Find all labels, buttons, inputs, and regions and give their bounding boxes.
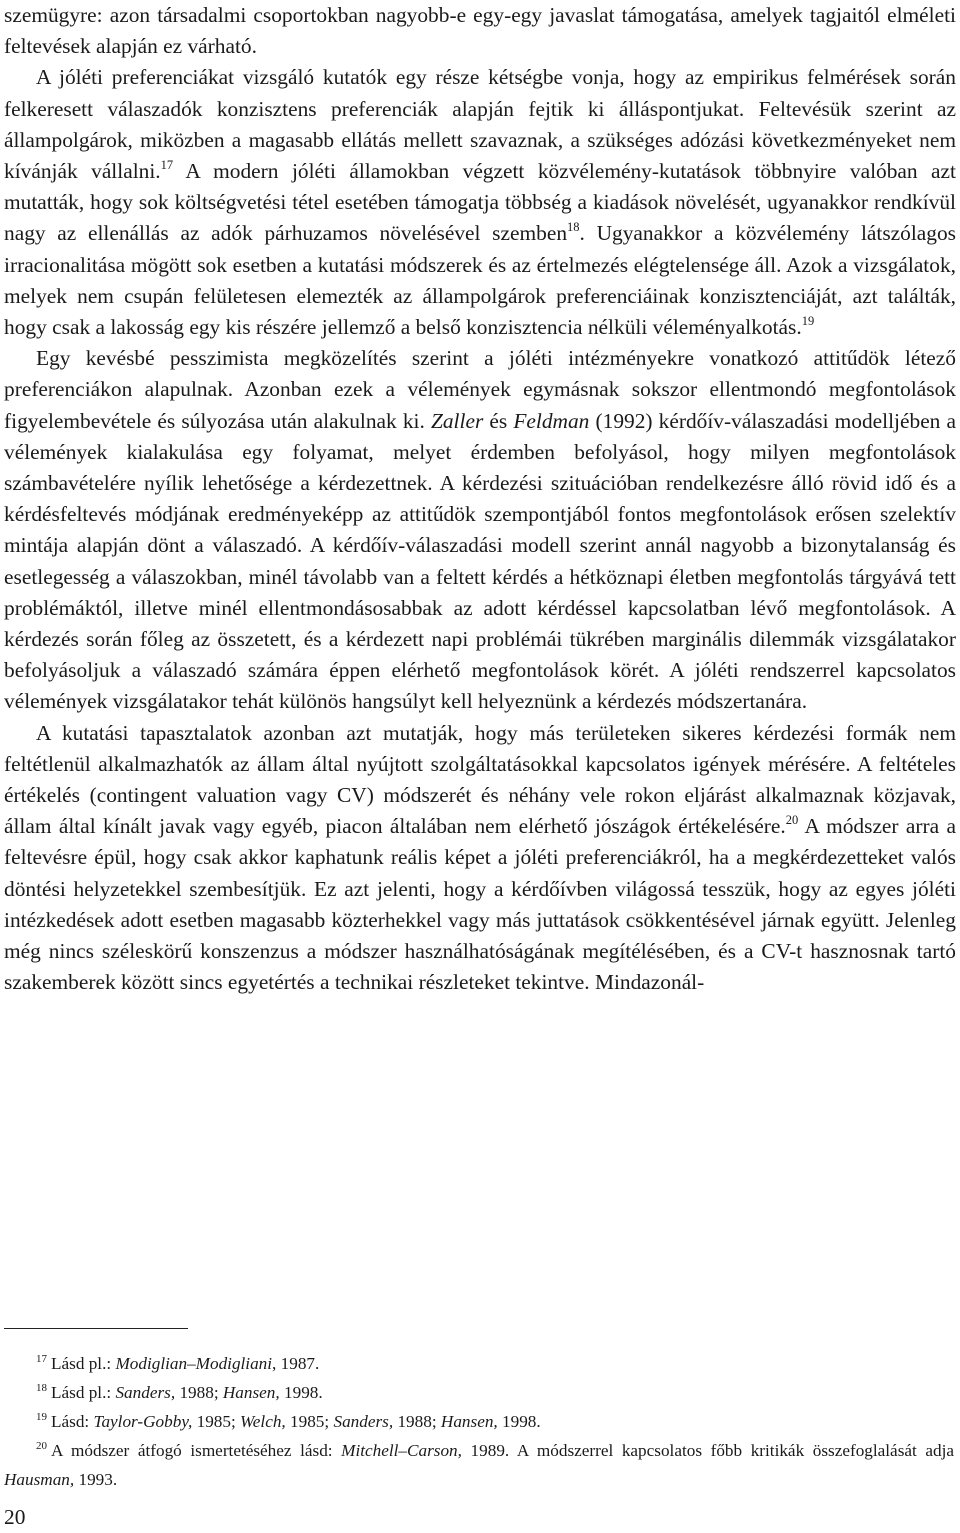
text-run: A modern jóléti államokban végzett közvélemény-kutatások többnyire valóban azt mutatták, hogy sok költségvetési tétel esetében támogatja többség a kiadások növelését, ugyanakkor rendkívül nagy az ellenállás az adók párhuzamos növelésével szemben (4, 159, 956, 246)
text-run: A jóléti preferenciákat vizsgáló kutatók egy része kétségbe vonja, hogy az empirikus felmérések során felkeresett válaszadók konzisztens preferenciák alapján fejtik ki álláspontjukat. Feltevésük szerint az állampolgárok, miközben a magasabb ellátás mellett szavaznak, a szükséges adózási következményeket nem kívánják vállalni. (4, 65, 956, 184)
italic-citation: Modiglian–Modigliani (115, 1354, 273, 1373)
footnote-number: 19 (36, 1411, 47, 1423)
text-run: Lásd: (51, 1412, 94, 1431)
paragraph (4, 62, 956, 343)
body-text (4, 0, 956, 999)
text-run: 1998. (279, 1383, 323, 1402)
footnote-reference: 19 (801, 314, 815, 329)
italic-citation: Taylor-Gobby, (93, 1412, 193, 1431)
text-run: 1993. (74, 1470, 118, 1489)
text-run: Egy kevésbé pesszimista megközelítés szerint a jóléti intézményekre vonatkozó attitűdök létező preferenciákon alapulnak. Azonban ezek a vélemények egymásnak sokszor ellentmondó megfontolások figyelembevétele és súlyozása után alakulnak ki. (4, 346, 956, 433)
footnote-reference: 20 (785, 813, 799, 828)
footnotes (4, 1349, 954, 1494)
text-run: Lásd pl.: (51, 1383, 116, 1402)
italic-citation: Hansen, (222, 1383, 280, 1402)
italic-citation: Welch, (240, 1412, 286, 1431)
text-run: 1988; (175, 1383, 223, 1402)
document-page (4, 0, 956, 999)
italic-citation: Hausman, (4, 1470, 75, 1489)
italic-citation: Zaller (430, 408, 484, 433)
paragraph (4, 343, 956, 717)
footnote-reference: 18 (567, 220, 580, 235)
text-run: 1989. A módszerrel kapcsolatos főbb kritikák összefoglalását adja (461, 1441, 954, 1460)
text-run: . Ugyanakkor a közvélemény látszólagos irracionalitása mögött sok esetben a kutatási módszerek és az értelmezés elégtelensége áll. Azok a vizsgálatok, melyek nem csupán felületesen elemezték az állampolgárok preferenciáinak konzisztenciáját, azt találták, hogy csak a lakosság egy kis részére jellemző a belső konzisztencia nélküli véleményalkotás. (4, 221, 956, 340)
text-run: 1985; (192, 1412, 241, 1431)
footnote-separator (4, 1328, 188, 1329)
italic-citation: Sanders, (115, 1383, 176, 1402)
text-run: A módszer arra a feltevésre épül, hogy csak akkor kaphatunk reális képet a jóléti preferenciákról, ha a megkérdezetteket valós döntési helyzetekkel szembesítjük. Ez azt jelenti, hogy a kérdőívben világossá tesszük, hogy az egyes jóléti intézkedések adott esetben magasabb közterhekkel vagy más juttatások csökkentésével járnak együtt. Jelenleg még nincs széleskörű konszenzus a módszer használhatóságának megítélésében, és a CV-t hasznosnak tartó szakemberek között sincs egyetértés a technikai részleteket tekintve. Mindazonál- (4, 814, 957, 995)
footnote-number: 18 (36, 1382, 47, 1394)
paragraph (4, 718, 956, 999)
footnote-number: 17 (36, 1353, 47, 1365)
text-run: A módszer átfogó ismertetéséhez lásd: (51, 1441, 342, 1460)
text-run: 1998. (497, 1412, 541, 1431)
page-number: 20 (4, 1505, 26, 1529)
italic-citation: Mitchell–Carson, (341, 1441, 462, 1460)
paragraph (4, 0, 956, 62)
footnote (4, 1407, 954, 1436)
text-run: 1988; (393, 1412, 441, 1431)
text-run: (1992) kérdőív-válaszadási modelljében a vélemények kialakulása egy folyamat, melyet érdemben befolyásol, hogy milyen megfontolások számbavételére nyílik lehetősége a kérdezettnek. A kérdezési szituációban rendelkezésre álló rövid idő és a kérdésfeltevés módjának eredményeképp az attitűdök szempontjából fontos megfontolások erősen szelektív mintája alapján dönt a válaszadó. A kérdőív-válaszadási modell szerint annál nagyobb a bizonytalanság és esetlegesség a válaszokban, minél távolabb van a feltett kérdés a hétköznapi életben megfontolás tárgyává tett problémáktól, illetve minél ellentmondásosabbak az adott kérdéssel kapcsolatban lévő megfontolások. A kérdezés során főleg az összetett, és a kérdezett napi problémái tükrében marginális dilemmák vizsgálatakor befolyásoljuk a válaszadó számára éppen elérhető megfontolások körét. A jóléti rendszerrel kapcsolatos vélemények vizsgálatakor tehát különös hangsúlyt kell helyeznünk a kérdezés módszertanára. (4, 408, 956, 714)
footnote-reference: 17 (160, 158, 174, 173)
footnote (4, 1349, 954, 1378)
text-run: szemügyre: azon társadalmi csoportokban nagyobb-e egy-egy javaslat támogatása, amelyek tagjaitól elméleti feltevések alapján ez várható. (4, 3, 956, 59)
italic-citation: Feldman (513, 408, 590, 433)
footnote (4, 1436, 954, 1494)
footnote (4, 1378, 954, 1407)
italic-citation: Sanders, (333, 1412, 394, 1431)
italic-citation: Hansen, (440, 1412, 498, 1431)
text-run: és (483, 408, 514, 433)
text-run: 1985; (285, 1412, 334, 1431)
text-run: A kutatási tapasztalatok azonban azt mutatják, hogy más területeken sikeres kérdezési formák nem feltétlenül alkalmazhatók az állam által nyújtott szolgáltatásokkal kapcsolatos igények mérésére. A feltételes értékelés (contingent valuation vagy CV) módszerét és néhány vele rokon eljárást alkalmaznak közjavak, állam által kínált javak vagy egyéb, piacon általában nem elérhető jószágok értékelésére. (4, 720, 956, 839)
footnote-number: 20 (36, 1440, 47, 1452)
text-run: Lásd pl.: (51, 1354, 116, 1373)
text-run: , 1987. (272, 1354, 320, 1373)
